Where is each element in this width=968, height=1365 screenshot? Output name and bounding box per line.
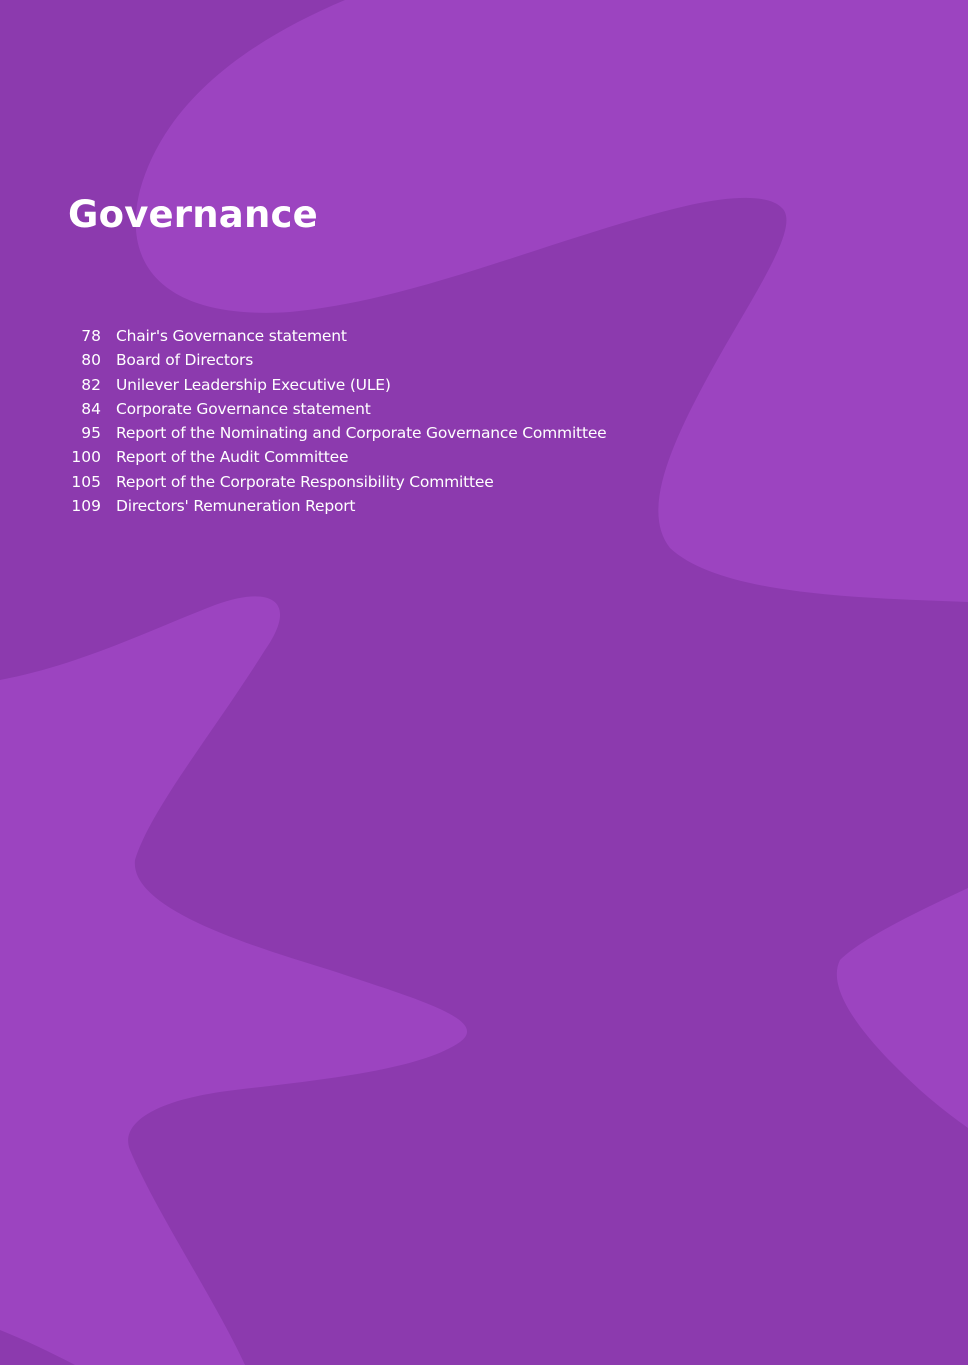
wave-shape-right [837,888,968,1128]
toc-entry-title: Report of the Nominating and Corporate Governance Committee [116,424,607,443]
toc-entry-title: Report of the Corporate Responsibility Committee [116,472,494,491]
toc-entry-title: Chair's Governance statement [116,327,347,345]
toc-entry-title: Corporate Governance statement [116,399,371,418]
toc-entry[interactable] [60,348,680,372]
toc-entry[interactable] [60,373,680,397]
toc-entry-title: Report of the Audit Committee [116,448,349,467]
toc-entry[interactable] [60,494,680,518]
toc-page-number: 95 [81,424,101,443]
toc-entry[interactable] [60,397,680,421]
toc-entry[interactable] [60,324,680,348]
toc-page-number: 80 [81,351,101,370]
toc-page-number: 109 [71,497,101,516]
toc-entry[interactable] [60,421,680,445]
toc-entry[interactable] [60,445,680,469]
toc-entry-title: Directors' Remuneration Report [116,497,356,516]
toc-entry-title: Board of Directors [116,351,254,370]
toc-page-number: 84 [81,399,101,418]
toc-page-number: 100 [71,448,101,467]
table-of-contents [60,324,680,518]
page-title: Governance [68,193,318,236]
toc-page-number: 105 [71,472,101,491]
toc-page-number: 82 [81,375,101,394]
wave-shape-left [0,596,467,1365]
toc-page-number: 78 [81,327,101,345]
toc-entry-title: Unilever Leadership Executive (ULE) [116,375,391,394]
toc-entry[interactable] [60,470,680,494]
